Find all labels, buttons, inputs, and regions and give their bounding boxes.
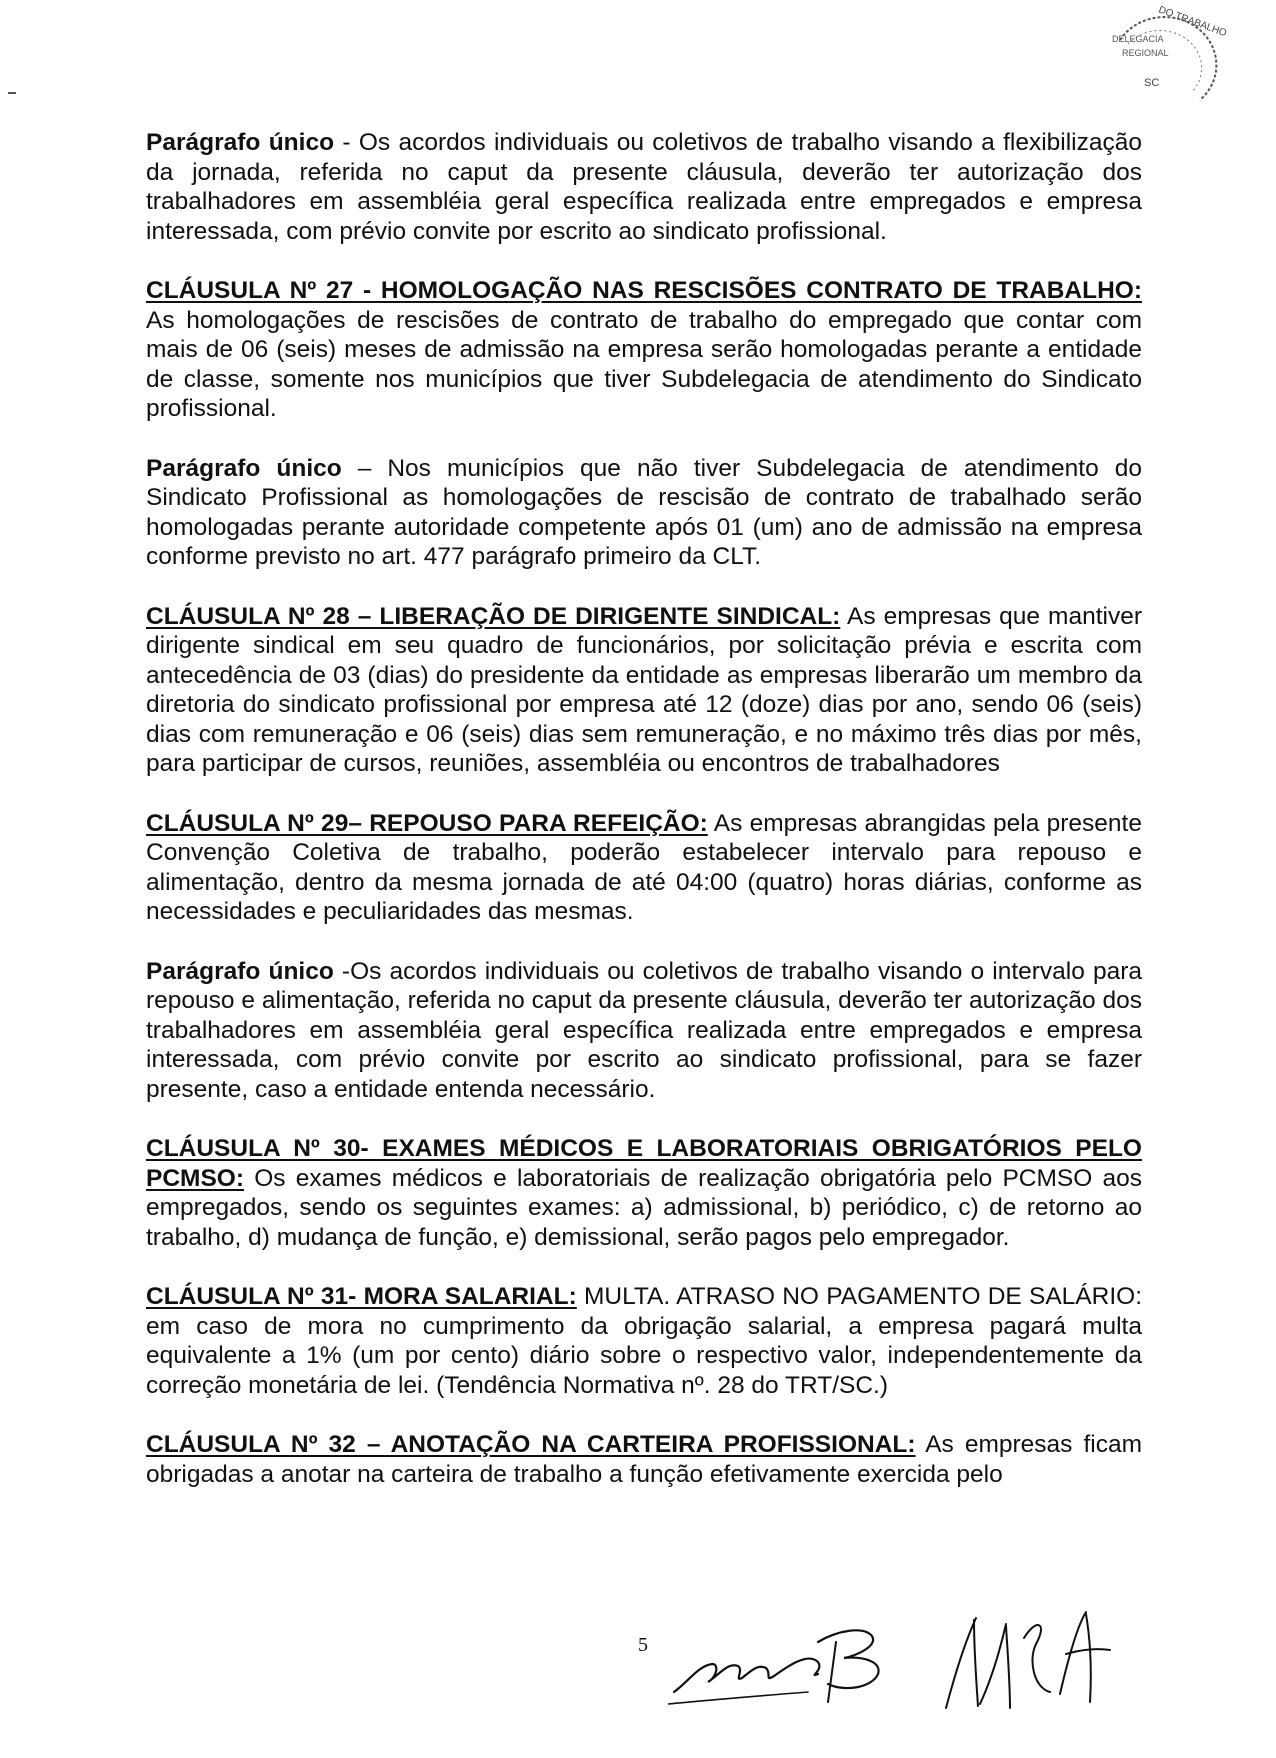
signature-2 bbox=[940, 1598, 1120, 1728]
scan-mark bbox=[8, 92, 16, 94]
sub-paragraph bbox=[146, 957, 1142, 1105]
paragraph-text: As empresas ficam obrigadas a anotar na carteira de trabalho a função efetivamente exercida pelo bbox=[146, 1431, 1142, 1488]
paragraph-text: As homologações de rescisões de contrato de trabalho do empregado que contar com mais de 06 (seis) meses de admissão na empresa serão homologadas perante a entidade de classe, somente nos municípios que tiver Subdelegacia de atendimento do Sindicato profissional. bbox=[146, 306, 1142, 422]
stamp-text-mid1: DELEGACIA bbox=[1112, 34, 1164, 44]
clause-paragraph bbox=[146, 602, 1142, 779]
stamp-text-mid2: REGIONAL bbox=[1122, 48, 1169, 58]
clause-heading: CLÁUSULA Nº 27 - HOMOLOGAÇÃO NAS RESCISÕES CONTRATO DE TRABALHO: bbox=[146, 277, 1142, 304]
delegacia-regional-stamp bbox=[1100, 0, 1240, 110]
clause-heading: CLÁUSULA Nº 31- MORA SALARIAL: bbox=[146, 1283, 577, 1310]
clause-heading: CLÁUSULA Nº 32 – ANOTAÇÃO NA CARTEIRA PROFISSIONAL: bbox=[146, 1431, 916, 1458]
clause-heading: CLÁUSULA Nº 29– REPOUSO PARA REFEIÇÃO: bbox=[146, 809, 708, 837]
paragraph-text: - Os acordos individuais ou coletivos de trabalho visando a flexibilização da jornada, referida no caput da presente cláusula, deverão ter autorização dos trabalhadores em assembléia geral específica realizada entre empregados e empresa interessada, com prévio convite por escrito ao sindicato profissional. bbox=[146, 129, 1142, 245]
clause-paragraph bbox=[146, 276, 1142, 424]
paragraph-text: MULTA. ATRASO NO PAGAMENTO DE SALÁRIO: em caso de mora no cumprimento da obrigação salarial, a empresa pagará multa equivalente a 1% (um por cento) diário sobre o respectivo valor, independentemente da correção monetária de lei. (Tendência Normativa nº. 28 do TRT/SC.) bbox=[146, 1283, 1143, 1399]
clause-paragraph bbox=[146, 1134, 1142, 1252]
signature-1 bbox=[668, 1612, 928, 1712]
clause-paragraph bbox=[146, 1430, 1142, 1489]
paragraph-text: As empresas que mantiver dirigente sindical em seu quadro de funcionários, por solicitação prévia e escrita com antecedência de 03 (dias) do presidente da entidade as empresas liberarão um membro da diretoria do sindicato profissional por empresa até 12 (doze) dias por ano, sendo 06 (seis) dias com remuneração e 06 (seis) dias sem remuneração, e no máximo três dias por mês, para participar de cursos, reuniões, assembléia ou encontros de trabalhadores bbox=[146, 602, 1142, 777]
paragraph-label: Parágrafo único bbox=[146, 957, 334, 985]
page-number: 5 bbox=[638, 1634, 648, 1656]
clause-paragraph bbox=[146, 1282, 1142, 1400]
paragraph-text: -Os acordos individuais ou coletivos de trabalho visando o intervalo para repouso e alimentação, referida no caput da presente cláusula, deverão ter autorização dos trabalhadores em assembléia geral específica realizada entre empregados e empresa interessada, com prévio convite por escrito ao sindicato profissional, para se fazer presente, caso a entidade entenda necessário. bbox=[146, 957, 1142, 1103]
stamp-text-bottom: SC bbox=[1144, 77, 1160, 89]
paragraph-text: As empresas abrangidas pela presente Convenção Coletiva de trabalho, poderão estabelecer intervalo para repouso e alimentação, dentro da mesma jornada de até 04:00 (quatro) horas diárias, conforme as necessidades e peculiaridades das mesmas. bbox=[146, 809, 1142, 925]
paragraph-text: Os exames médicos e laboratoriais de realização obrigatória pelo PCMSO aos empregados, sendo os seguintes exames: a) admissional, b) periódico, c) de retorno ao trabalho, d) mudança de função, e) demissional, serão pagos pelo empregador. bbox=[146, 1164, 1142, 1251]
stamp-text-top: DO TRABALHO bbox=[1156, 4, 1228, 40]
sub-paragraph bbox=[146, 128, 1142, 246]
clause-heading: CLÁUSULA Nº 30- EXAMES MÉDICOS E LABORATORIAIS OBRIGATÓRIOS PELO PCMSO: bbox=[146, 1135, 1142, 1192]
document-body bbox=[146, 128, 1142, 1519]
sub-paragraph bbox=[146, 454, 1142, 572]
clause-paragraph bbox=[146, 809, 1142, 927]
paragraph-label: Parágrafo único bbox=[146, 454, 342, 482]
paragraph-text: – Nos municípios que não tiver Subdelegacia de atendimento do Sindicato Profissional as homologações de rescisão de contrato de trabalhado serão homologadas perante autoridade competente após 01 (um) ano de admissão na empresa conforme previsto no art. 477 parágrafo primeiro da CLT. bbox=[146, 454, 1142, 570]
paragraph-label: Parágrafo único bbox=[146, 129, 335, 156]
clause-heading: CLÁUSULA Nº 28 – LIBERAÇÃO DE DIRIGENTE SINDICAL: bbox=[146, 602, 841, 630]
